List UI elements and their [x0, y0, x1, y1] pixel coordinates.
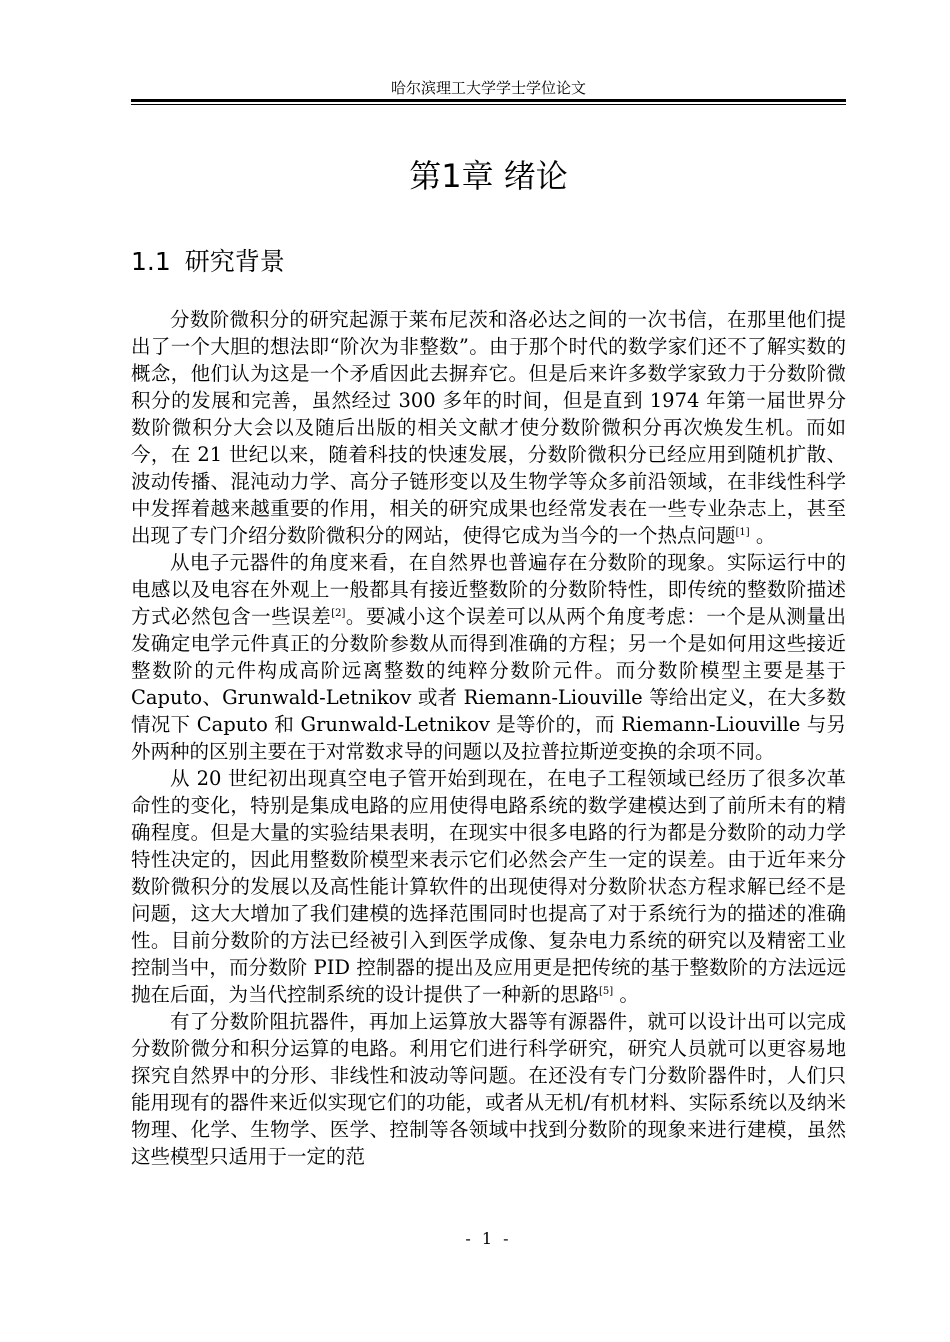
- citation-ref: [5]: [599, 986, 614, 997]
- paragraph-tail: 。要减小这个误差可以从两个角度考虑：一个是从测量出发确定电学元件真正的分数阶参数从而得到准确的方程；另一个是如何用这些接近整数阶的元件构成高阶远离整数的纯粹分数阶元件。而分数阶模型主要是基于 Caputo、Grunwald-Letnikov 或者 Riemann-Liouville 等给出定义，在大多数情况下 Caputo 和 Grunwald-Letnikov 是等价的，而 Riemann-Liouville 与另外两种的区别主要在于对常数求导的问题以及拉普拉斯逆变换的余项不同。: [131, 605, 846, 763]
- paragraph-text: 从电子元器件的角度来看，在自然界也普遍存在分数阶的现象。实际运行中的电感以及电容在外观上一般都具有接近整数阶的分数阶特性，即传统的整数阶描述方式必然包含一些误差: [131, 551, 846, 628]
- paragraph-text: 有了分数阶阻抗器件，再加上运算放大器等有源器件，就可以设计出可以完成分数阶微分和积分运算的电路。利用它们进行科学研究，研究人员就可以更容易地探究自然界中的分形、非线性和波动等问题。在还没有专门分数阶器件时，人们只能用现有的器件来近似实现它们的功能，或者从无机/有机材料、实际系统以及纳米物理、化学、生物学、医学、控制等各领域中找到分数阶的现象来进行建模，虽然这些模型只适用于一定的范: [131, 1010, 846, 1168]
- section-heading: [131, 244, 285, 280]
- paragraph-tail: 。: [749, 524, 776, 547]
- header-rule-thick: [131, 99, 846, 102]
- paragraph: [131, 306, 846, 549]
- citation-ref: [1]: [735, 527, 750, 538]
- paragraph-text: 从 20 世纪初出现真空电子管开始到现在，在电子工程领域已经历了很多次革命性的变化，特别是集成电路的应用使得电路系统的数学建模达到了前所未有的精确程度。但是大量的实验结果表明，在现实中很多电路的行为都是分数阶的动力学特性决定的，因此用整数阶模型来表示它们必然会产生一定的误差。由于近年来分数阶微积分的发展以及高性能计算软件的出现使得对分数阶状态方程求解已经不是问题，这大大增加了我们建模的选择范围同时也提高了对于系统行为的描述的准确性。目前分数阶的方法已经被引入到医学成像、复杂电力系统的研究以及精密工业控制当中，而分数阶 PID 控制器的提出及应用更是把传统的基于整数阶的方法远远抛在后面，为当代控制系统的设计提供了一种新的思路: [131, 767, 846, 1006]
- chapter-title: 第1章 绪论: [409, 157, 568, 195]
- header-rule-thin: [131, 104, 846, 105]
- paragraph-text: 分数阶微积分的研究起源于莱布尼茨和洛必达之间的一次书信，在那里他们提出了一个大胆的想法即“阶次为非整数”。由于那个时代的数学家们还不了解实数的概念，他们认为这是一个矛盾因此去摒弃它。但是后来许多数学家致力于分数阶微积分的发展和完善，虽然经过 300 多年的时间，但是直到 1974 年第一届世界分数阶微积分大会以及随后出版的相关文献才使分数阶微积分再次焕发生机。而如今，在 21 世纪以来，随着科技的快速发展，分数阶微积分已经应用到随机扩散、波动传播、混沌动力学、高分子链形变以及生物学等众多前沿领域，在非线性科学中发挥着越来越重要的作用，相关的研究成果也经常发表在一些专业杂志上，甚至出现了专门介绍分数阶微积分的网站，使得它成为当今的一个热点问题: [131, 308, 846, 547]
- paragraph: [131, 1008, 846, 1170]
- page-number: - 1 -: [465, 1229, 512, 1248]
- paragraph: [131, 765, 846, 1008]
- running-header: 哈尔滨理工大学学士学位论文: [390, 79, 586, 97]
- section-number: 1.1: [131, 247, 171, 276]
- body-text: [131, 306, 846, 1170]
- citation-ref: [2]: [331, 608, 346, 619]
- paragraph-tail: 。: [613, 983, 639, 1006]
- section-title: 研究背景: [184, 247, 285, 276]
- paragraph: [131, 549, 846, 765]
